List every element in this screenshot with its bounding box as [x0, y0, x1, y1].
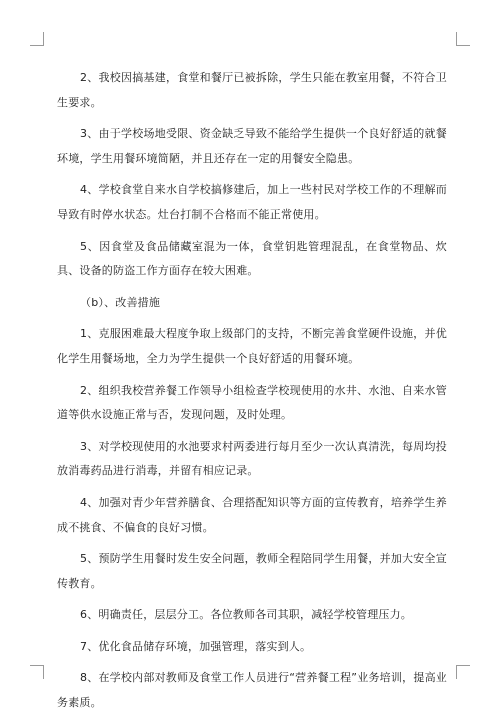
- crop-mark-bottom-right-v: [456, 665, 457, 679]
- crop-mark-top-right-v: [456, 32, 457, 46]
- measure-item-3: 3、对学校现使用的水池要求村两委进行每月至少一次认真清洗，每周均投放消毒药品进行消毒，并留有相应记录。: [57, 439, 447, 478]
- measure-item-8: 8、在学校内部对教师及食堂工作人员进行“营养餐工程”业务培训，提高业务素质。: [57, 671, 447, 710]
- measure-item-2: 2、组织我校营养餐工作领导小组检查学校现使用的水井、水池、自来水管道等供水设施正常与否，发现问题，及时处理。: [57, 383, 447, 422]
- crop-mark-top-left-h: [30, 45, 44, 46]
- measure-item-1: 1、克服困难最大程度争取上级部门的支持，不断完善食堂硬件设施，并优化学生用餐场地，全力为学生提供一个良好舒适的用餐环境。: [57, 327, 447, 365]
- measure-item-4: 4、加强对青少年营养膳食、合理搭配知识等方面的宣传教育，培养学生养成不挑食、不偏食的良好习惯。: [57, 495, 447, 534]
- measure-item-5: 5、预防学生用餐时发生安全问题，教师全程陪同学生用餐，并加大安全宣传教育。: [57, 552, 447, 590]
- crop-mark-top-right-h: [456, 45, 470, 46]
- measure-item-7: 7、优化食品储存环境，加强管理，落实到人。: [80, 639, 312, 653]
- document-body: [57, 66, 447, 723]
- crop-mark-bottom-right-h: [456, 665, 470, 666]
- measure-item-6: 6、明确责任，层层分工。各位教师各司其职，减轻学校管理压力。: [80, 608, 412, 622]
- paragraph-item-3: 3、由于学校场地受限、资金缺乏导致不能给学生提供一个良好舒适的就餐环境，学生用餐环境简陋，并且还存在一定的用餐安全隐患。: [57, 127, 447, 165]
- paragraph-item-2: 2、我校因搞基建，食堂和餐厅已被拆除，学生只能在教室用餐，不符合卫生要求。: [57, 71, 447, 109]
- paragraph-item-5: 5、因食堂及食品储藏室混为一体，食堂钥匙管理混乱，在食堂物品、炊具、设备的防盗工作方面存在较大困难。: [57, 239, 447, 278]
- crop-mark-bottom-left-h: [30, 665, 44, 666]
- paragraph-item-4: 4、学校食堂自来水自学校搞修建后，加上一些村民对学校工作的不理解而导致有时停水状态。灶台打制不合格而不能正常使用。: [57, 183, 447, 221]
- section-heading-improvement-measures: （b）、改善措施: [80, 295, 161, 309]
- crop-mark-bottom-left-v: [43, 665, 44, 679]
- crop-mark-top-left-v: [43, 32, 44, 46]
